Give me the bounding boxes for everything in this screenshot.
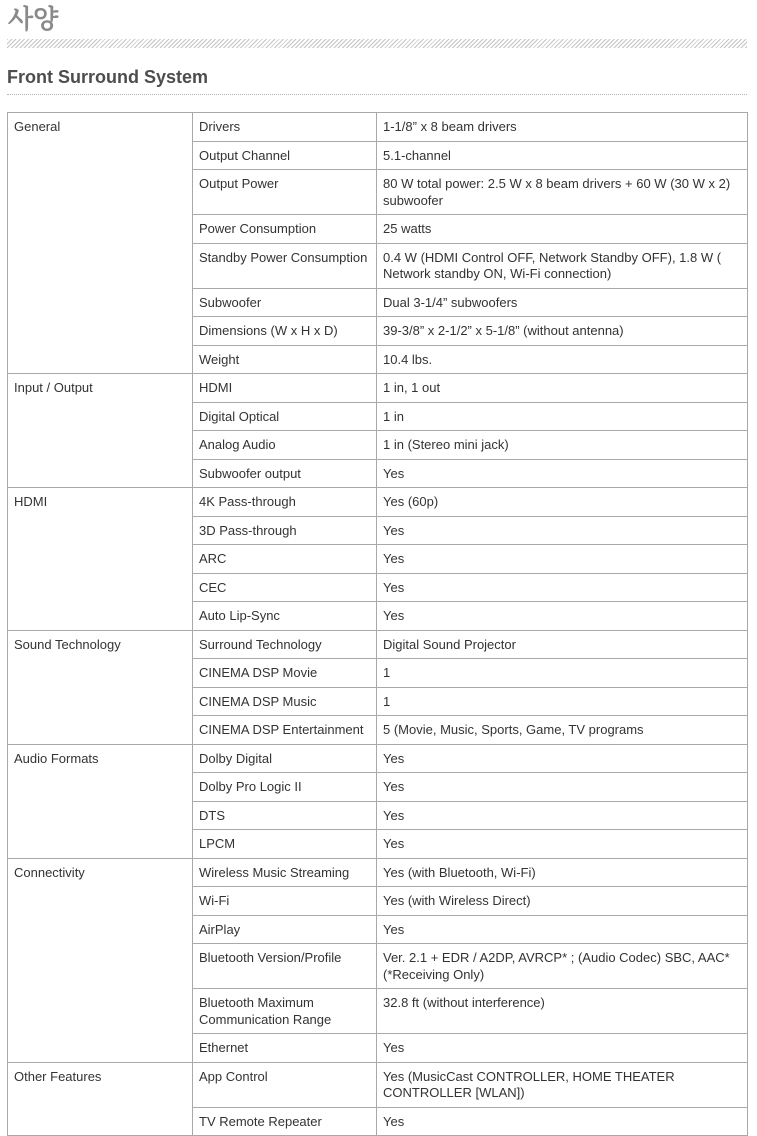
feature-cell: LPCM (193, 830, 377, 859)
value-cell: Yes (377, 830, 748, 859)
feature-cell: CINEMA DSP Music (193, 687, 377, 716)
value-cell: Yes (377, 459, 748, 488)
feature-cell: Subwoofer output (193, 459, 377, 488)
hatched-divider (7, 39, 747, 48)
feature-cell: ARC (193, 545, 377, 574)
spec-table (7, 112, 748, 1136)
spec-table-body (8, 113, 748, 1136)
section-title: Front Surround System (7, 67, 209, 87)
feature-cell: Subwoofer (193, 288, 377, 317)
feature-cell: Wireless Music Streaming (193, 858, 377, 887)
value-cell: Yes (with Bluetooth, Wi-Fi) (377, 858, 748, 887)
feature-cell: Output Power (193, 170, 377, 215)
feature-cell: Wi-Fi (193, 887, 377, 916)
value-cell: Yes (377, 1107, 748, 1136)
value-cell: 5 (Movie, Music, Sports, Game, TV programs (377, 716, 748, 745)
feature-cell: TV Remote Repeater (193, 1107, 377, 1136)
value-cell: 1 in (Stereo mini jack) (377, 431, 748, 460)
value-cell: Yes (377, 602, 748, 631)
table-row (8, 744, 748, 773)
category-cell: General (8, 113, 193, 374)
value-cell: Digital Sound Projector (377, 630, 748, 659)
value-cell: 1 (377, 687, 748, 716)
table-row (8, 630, 748, 659)
table-row (8, 488, 748, 517)
category-cell: Sound Technology (8, 630, 193, 744)
value-cell: Yes (377, 545, 748, 574)
value-cell: 5.1-channel (377, 141, 748, 170)
value-cell: Yes (60p) (377, 488, 748, 517)
feature-cell: CINEMA DSP Movie (193, 659, 377, 688)
feature-cell: App Control (193, 1062, 377, 1107)
feature-cell: 4K Pass-through (193, 488, 377, 517)
value-cell: Yes (377, 744, 748, 773)
feature-cell: 3D Pass-through (193, 516, 377, 545)
value-cell: 1 in (377, 402, 748, 431)
feature-cell: CEC (193, 573, 377, 602)
value-cell: Yes (377, 801, 748, 830)
feature-cell: Bluetooth Version/Profile (193, 944, 377, 989)
value-cell: Yes (377, 915, 748, 944)
feature-cell: Auto Lip-Sync (193, 602, 377, 631)
value-cell: Yes (with Wireless Direct) (377, 887, 748, 916)
value-cell: 1 in, 1 out (377, 374, 748, 403)
value-cell: Yes (MusicCast CONTROLLER, HOME THEATER CONTROLLER [WLAN]) (377, 1062, 748, 1107)
category-cell: Audio Formats (8, 744, 193, 858)
feature-cell: AirPlay (193, 915, 377, 944)
feature-cell: Standby Power Consumption (193, 243, 377, 288)
table-row (8, 858, 748, 887)
feature-cell: Dimensions (W x H x D) (193, 317, 377, 346)
dotted-divider (7, 94, 747, 95)
feature-cell: CINEMA DSP Entertainment (193, 716, 377, 745)
table-row (8, 113, 748, 142)
page-title: 사양 (8, 4, 59, 34)
feature-cell: DTS (193, 801, 377, 830)
value-cell: Yes (377, 1034, 748, 1063)
value-cell: 25 watts (377, 215, 748, 244)
category-cell: Connectivity (8, 858, 193, 1062)
value-cell: 1-1/8” x 8 beam drivers (377, 113, 748, 142)
value-cell: 80 W total power: 2.5 W x 8 beam drivers + 60 W (30 W x 2) subwoofer (377, 170, 748, 215)
value-cell: Yes (377, 773, 748, 802)
category-cell: Input / Output (8, 374, 193, 488)
feature-cell: Bluetooth Maximum Communication Range (193, 989, 377, 1034)
feature-cell: Surround Technology (193, 630, 377, 659)
feature-cell: Ethernet (193, 1034, 377, 1063)
value-cell: 0.4 W (HDMI Control OFF, Network Standby OFF), 1.8 W ( Network standby ON, Wi-Fi connection) (377, 243, 748, 288)
category-cell: HDMI (8, 488, 193, 631)
feature-cell: Output Channel (193, 141, 377, 170)
table-row (8, 1062, 748, 1107)
value-cell: Ver. 2.1 + EDR / A2DP, AVRCP* ; (Audio Codec) SBC, AAC* (*Receiving Only) (377, 944, 748, 989)
value-cell: Yes (377, 573, 748, 602)
value-cell: Yes (377, 516, 748, 545)
feature-cell: Digital Optical (193, 402, 377, 431)
value-cell: Dual 3-1/4” subwoofers (377, 288, 748, 317)
feature-cell: Drivers (193, 113, 377, 142)
value-cell: 39-3/8” x 2-1/2” x 5-1/8” (without antenna) (377, 317, 748, 346)
feature-cell: Power Consumption (193, 215, 377, 244)
feature-cell: Analog Audio (193, 431, 377, 460)
table-row (8, 374, 748, 403)
feature-cell: HDMI (193, 374, 377, 403)
category-cell: Other Features (8, 1062, 193, 1136)
value-cell: 10.4 lbs. (377, 345, 748, 374)
feature-cell: Weight (193, 345, 377, 374)
value-cell: 1 (377, 659, 748, 688)
feature-cell: Dolby Pro Logic II (193, 773, 377, 802)
feature-cell: Dolby Digital (193, 744, 377, 773)
value-cell: 32.8 ft (without interference) (377, 989, 748, 1034)
